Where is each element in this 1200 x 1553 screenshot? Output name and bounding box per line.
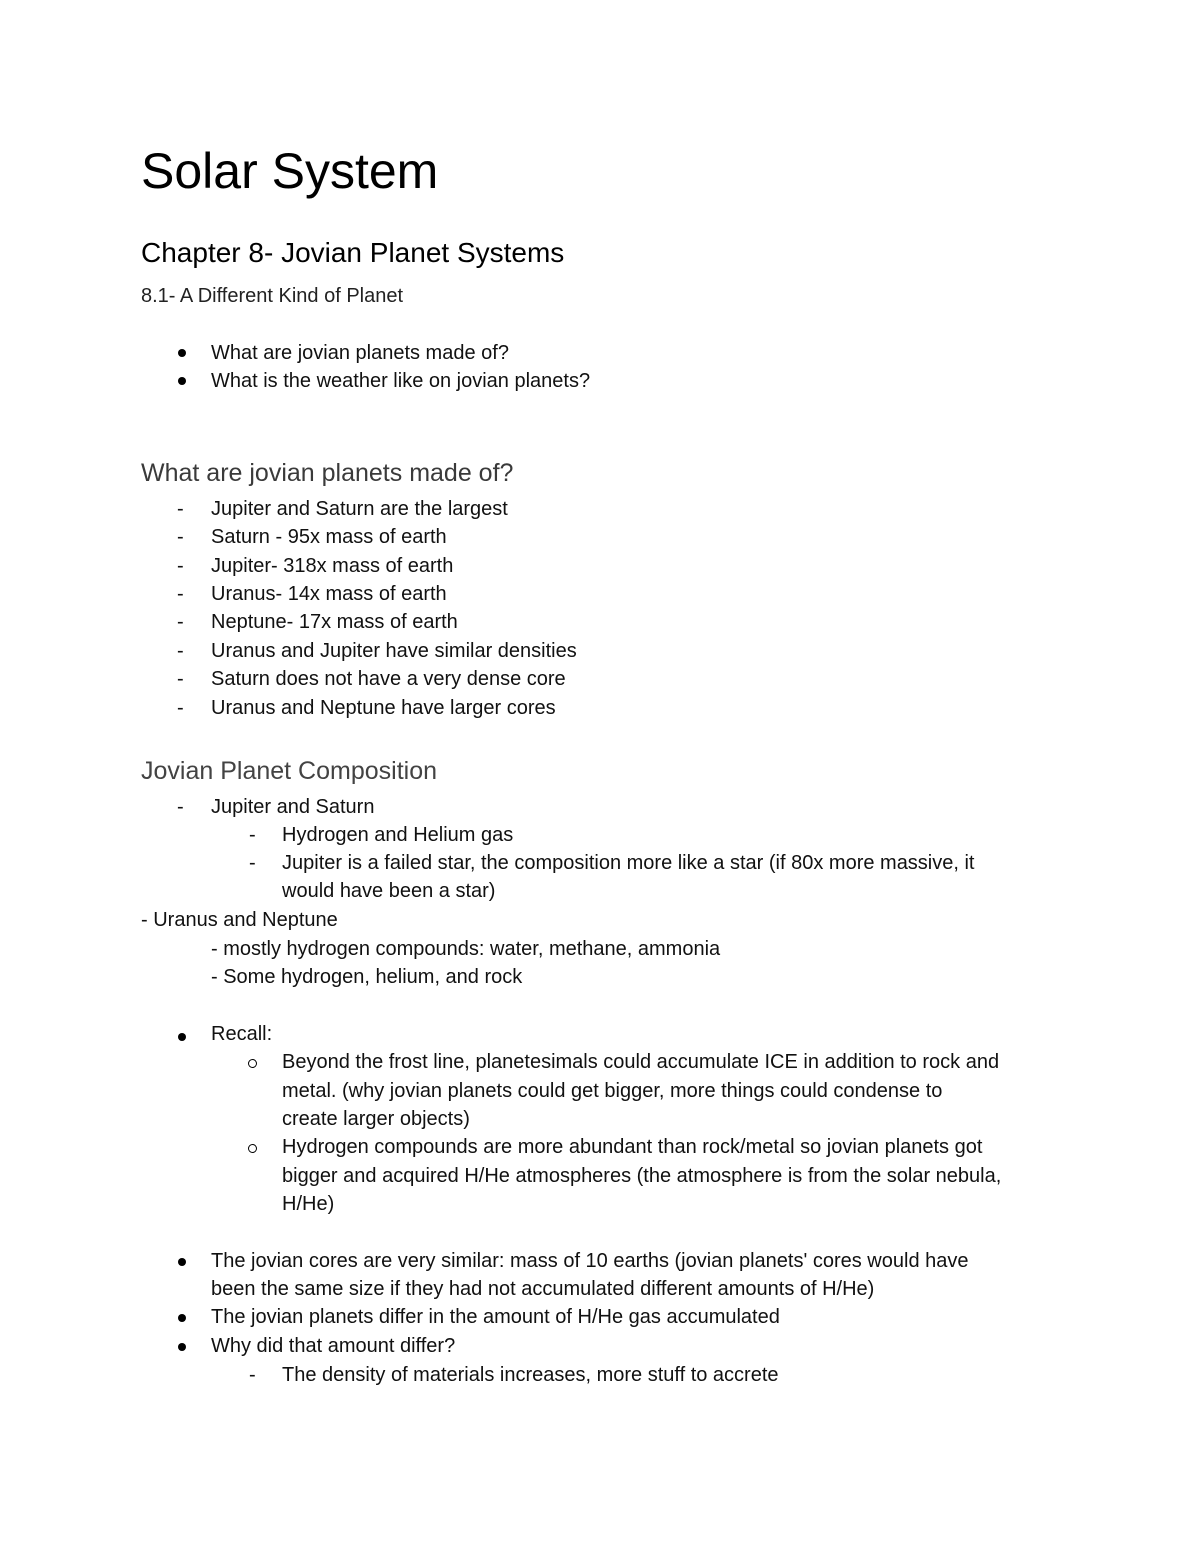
- list-item: Jupiter and Saturn: [211, 796, 375, 818]
- list-item-continuation: H/He): [282, 1193, 335, 1215]
- list-item: Hydrogen and Helium gas: [282, 824, 514, 846]
- dash-marker: -: [177, 611, 184, 633]
- list-item: Beyond the frost line, planetesimals could accumulate ICE in addition to rock and: [282, 1051, 1000, 1073]
- bullet-dot-icon: [178, 1343, 186, 1351]
- list-item: - Some hydrogen, helium, and rock: [211, 966, 523, 988]
- dash-marker: -: [177, 796, 184, 818]
- list-item-continuation: would have been a star): [282, 880, 496, 902]
- list-item: The density of materials increases, more stuff to accrete: [282, 1364, 779, 1386]
- list-item: Hydrogen compounds are more abundant than rock/metal so jovian planets got: [282, 1136, 983, 1158]
- list-item: Uranus and Neptune have larger cores: [211, 697, 556, 719]
- dash-marker: -: [177, 668, 184, 690]
- bullet-dot-icon: [178, 377, 186, 385]
- list-item: Uranus- 14x mass of earth: [211, 583, 447, 605]
- section-heading-made-of: What are jovian planets made of?: [141, 459, 514, 487]
- dash-marker: -: [249, 1364, 256, 1386]
- list-item: Jupiter and Saturn are the largest: [211, 498, 508, 520]
- chapter-heading: Chapter 8- Jovian Planet Systems: [141, 237, 565, 268]
- dash-marker: -: [249, 824, 256, 846]
- dash-marker: -: [249, 852, 256, 874]
- list-item: - Uranus and Neptune: [141, 909, 338, 931]
- list-item: What are jovian planets made of?: [211, 342, 509, 364]
- list-item-continuation: been the same size if they had not accumulated different amounts of H/He): [211, 1278, 875, 1300]
- list-item: The jovian planets differ in the amount of H/He gas accumulated: [211, 1306, 780, 1328]
- list-item: Uranus and Jupiter have similar densities: [211, 640, 577, 662]
- dash-marker: -: [177, 697, 184, 719]
- list-item: Why did that amount differ?: [211, 1335, 456, 1357]
- document-title: Solar System: [141, 143, 439, 199]
- list-item-continuation: bigger and acquired H/He atmospheres (the atmosphere is from the solar nebula,: [282, 1165, 1002, 1187]
- list-item: Jupiter is a failed star, the composition more like a star (if 80x more massive, it: [282, 852, 975, 874]
- list-item-continuation: create larger objects): [282, 1108, 470, 1130]
- list-item-continuation: metal. (why jovian planets could get bigger, more things could condense to: [282, 1080, 943, 1102]
- bullet-dot-icon: [178, 1033, 186, 1041]
- list-item: Jupiter- 318x mass of earth: [211, 555, 454, 577]
- bullet-dot-icon: [178, 349, 186, 357]
- bullet-dot-icon: [178, 1314, 186, 1322]
- list-item: - mostly hydrogen compounds: water, methane, ammonia: [211, 938, 721, 960]
- bullet-circle-icon: [248, 1059, 257, 1068]
- dash-marker: -: [177, 555, 184, 577]
- list-item: Saturn - 95x mass of earth: [211, 526, 447, 548]
- bullet-dot-icon: [178, 1258, 186, 1266]
- dash-marker: -: [177, 640, 184, 662]
- list-item: Recall:: [211, 1023, 273, 1045]
- list-item: Saturn does not have a very dense core: [211, 668, 566, 690]
- dash-marker: -: [177, 583, 184, 605]
- section-heading-composition: Jovian Planet Composition: [141, 757, 437, 785]
- dash-marker: -: [177, 498, 184, 520]
- dash-marker: -: [177, 526, 184, 548]
- section-label: 8.1- A Different Kind of Planet: [141, 285, 404, 307]
- list-item: The jovian cores are very similar: mass of 10 earths (jovian planets' cores would have: [211, 1250, 969, 1272]
- list-item: Neptune- 17x mass of earth: [211, 611, 458, 633]
- bullet-circle-icon: [248, 1144, 257, 1153]
- list-item: What is the weather like on jovian planets?: [211, 370, 591, 392]
